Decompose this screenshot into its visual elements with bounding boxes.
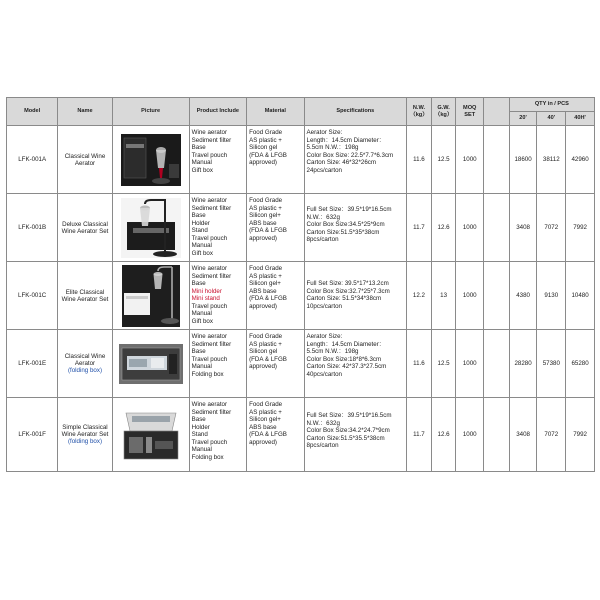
name-line: Wine Aerator Set bbox=[61, 295, 109, 303]
moq-cell: 1000 bbox=[456, 262, 484, 330]
include-item: Base bbox=[191, 416, 206, 424]
specs-cell bbox=[304, 262, 407, 330]
nw-cell: 11.7 bbox=[407, 398, 432, 472]
gw-cell: 12.6 bbox=[431, 398, 456, 472]
spec-line: 40pcs/carton bbox=[306, 370, 342, 378]
header-picture: Picture bbox=[112, 98, 189, 126]
product-spec-table bbox=[6, 97, 595, 472]
spec-line: N.W.：632g bbox=[306, 419, 340, 427]
qty-40h-cell: 7992 bbox=[566, 194, 595, 262]
spec-line: Full Set Size：39.5*19*16.5cm bbox=[306, 412, 392, 419]
material-line: (FDA & LFGB bbox=[249, 227, 287, 235]
nw-cell: 11.6 bbox=[407, 330, 432, 398]
name-cell bbox=[58, 262, 112, 330]
include-item: Wine aerator bbox=[191, 129, 228, 136]
material-line: Food Grade bbox=[249, 333, 283, 340]
spec-line: 5.5cm N.W.：198g bbox=[306, 348, 359, 356]
qty-40h-cell: 10480 bbox=[566, 262, 595, 330]
name-line: Elite Classical bbox=[65, 288, 105, 296]
include-cell bbox=[189, 330, 246, 398]
include-item: Gift box bbox=[191, 249, 213, 257]
name-note: (folding box) bbox=[67, 367, 103, 374]
include-item-highlight: Mini stand bbox=[191, 295, 220, 303]
include-item: Stand bbox=[191, 431, 208, 439]
spec-line: 24pcs/carton bbox=[306, 166, 342, 174]
include-item: Base bbox=[191, 348, 206, 356]
name-line: Classical Wine bbox=[64, 152, 106, 160]
include-cell bbox=[189, 398, 246, 472]
include-item: Sediment filter bbox=[191, 272, 232, 280]
picture-cell bbox=[112, 330, 189, 398]
gw-cell: 13 bbox=[431, 262, 456, 330]
material-line: Silicon gel+ bbox=[249, 416, 281, 424]
header-gw bbox=[431, 98, 456, 126]
qty-40h-cell: 7992 bbox=[566, 398, 595, 472]
spec-line: Carton Size: 51.5*34*38cm bbox=[306, 295, 382, 303]
header-gw-unit: （kg） bbox=[434, 111, 453, 118]
material-line: approved) bbox=[249, 234, 277, 242]
spec-line: Color Box Size:32.7*25*7.3cm bbox=[306, 287, 390, 295]
qty-40-cell: 38112 bbox=[537, 126, 566, 194]
header-row bbox=[7, 98, 595, 112]
include-cell bbox=[189, 126, 246, 194]
include-item: Travel pouch bbox=[191, 151, 228, 159]
include-item: Manual bbox=[191, 159, 212, 167]
material-line: AS plastic + bbox=[249, 408, 282, 416]
material-line: ABS base bbox=[249, 287, 277, 295]
model-cell: LFK-001B bbox=[7, 194, 58, 262]
model-cell: LFK-001F bbox=[7, 398, 58, 472]
qty-40h-cell: 65280 bbox=[566, 330, 595, 398]
gw-cell: 12.5 bbox=[431, 330, 456, 398]
specs-cell bbox=[304, 330, 407, 398]
material-line: AS plastic + bbox=[249, 136, 282, 144]
moq-cell: 1000 bbox=[456, 194, 484, 262]
name-line: Simple Classical bbox=[62, 424, 108, 431]
header-gw-label: G.W. bbox=[437, 104, 450, 111]
header-product-include: Product Include bbox=[189, 98, 246, 126]
header-qty-40: 40' bbox=[537, 112, 566, 126]
nw-cell: 11.7 bbox=[407, 194, 432, 262]
spec-line: Color Box Size:34.5*25*9cm bbox=[306, 221, 385, 229]
include-item: Sediment filter bbox=[191, 340, 232, 348]
spec-line: Color Box Size:34.2*24.7*9cm bbox=[306, 427, 390, 435]
name-line: Wine Aerator Set bbox=[61, 431, 109, 438]
spec-line: 8pcs/carton bbox=[306, 236, 339, 244]
header-specifications: Specifications bbox=[304, 98, 407, 126]
header-moq-unit: SET bbox=[464, 111, 476, 118]
header-nw bbox=[407, 98, 432, 126]
material-line: (FDA & LFGB bbox=[249, 295, 287, 303]
include-item: Wine aerator bbox=[191, 401, 228, 408]
material-cell bbox=[247, 194, 304, 262]
material-line: (FDA & LFGB bbox=[249, 431, 287, 439]
aerator-mini-stand-photo-icon bbox=[122, 265, 180, 327]
table-row bbox=[7, 330, 595, 398]
specs-cell bbox=[304, 194, 407, 262]
header-material: Material bbox=[247, 98, 304, 126]
name-line: Wine Aerator Set bbox=[61, 227, 109, 235]
include-item: Manual bbox=[191, 310, 212, 318]
spec-line: Carton Size:51.5*35*38cm bbox=[306, 228, 380, 236]
qty-40-cell: 7072 bbox=[537, 194, 566, 262]
include-item: Gift box bbox=[191, 166, 213, 174]
qty-20-cell: 28280 bbox=[509, 330, 537, 398]
header-moq-label: MOQ bbox=[463, 104, 477, 111]
spec-line: Full Set Size：39.5*19*16.5cm bbox=[306, 206, 392, 213]
blank-cell bbox=[484, 330, 510, 398]
spec-line: 5.5cm N.W.：198g bbox=[306, 144, 359, 152]
include-item: Manual bbox=[191, 446, 212, 454]
header-qty-40h: 40H' bbox=[566, 112, 595, 126]
include-item: Base bbox=[191, 280, 206, 288]
include-item: Holder bbox=[191, 219, 210, 227]
name-note: (folding box) bbox=[67, 438, 103, 445]
material-line: Silicon gel bbox=[249, 348, 278, 356]
spec-line: N.W.：632g bbox=[306, 213, 340, 221]
table-row bbox=[7, 126, 595, 194]
include-item: Folding box bbox=[191, 370, 224, 378]
qty-40-cell: 7072 bbox=[537, 398, 566, 472]
material-line: Silicon gel+ bbox=[249, 212, 281, 220]
gw-cell: 12.6 bbox=[431, 194, 456, 262]
material-line: ABS base bbox=[249, 219, 277, 227]
qty-20-cell: 4380 bbox=[509, 262, 537, 330]
moq-cell: 1000 bbox=[456, 330, 484, 398]
include-item: Manual bbox=[191, 242, 212, 250]
include-item: Holder bbox=[191, 423, 210, 431]
include-cell bbox=[189, 262, 246, 330]
header-moq bbox=[456, 98, 484, 126]
specs-cell bbox=[304, 398, 407, 472]
qty-40-cell: 57380 bbox=[537, 330, 566, 398]
table-row bbox=[7, 262, 595, 330]
aerator-folding-box-photo-icon bbox=[119, 344, 183, 384]
include-item-highlight: Mini holder bbox=[191, 287, 222, 295]
name-cell bbox=[58, 330, 112, 398]
model-cell: LFK-001A bbox=[7, 126, 58, 194]
blank-cell bbox=[484, 398, 510, 472]
qty-20-cell: 3408 bbox=[509, 398, 537, 472]
material-line: Food Grade bbox=[249, 265, 283, 272]
qty-40-cell: 9130 bbox=[537, 262, 566, 330]
material-cell bbox=[247, 262, 304, 330]
material-line: (FDA & LFGB bbox=[249, 355, 287, 363]
header-blank bbox=[484, 98, 510, 126]
spec-line: Aerator Size: bbox=[306, 333, 343, 340]
spec-line: Length：14.5cm Diameter： bbox=[306, 136, 385, 144]
include-item: Manual bbox=[191, 363, 212, 371]
spec-line: Carton Size: 42*37.3*27.5cm bbox=[306, 363, 387, 371]
name-line: Deluxe Classical bbox=[62, 220, 108, 228]
header-nw-unit: （kg） bbox=[410, 111, 428, 118]
include-item: Travel pouch bbox=[191, 302, 228, 310]
header-name: Name bbox=[58, 98, 112, 126]
material-line: ABS base bbox=[249, 423, 277, 431]
material-line: (FDA & LFGB bbox=[249, 151, 287, 159]
name-cell bbox=[58, 398, 112, 472]
picture-cell bbox=[112, 126, 189, 194]
include-item: Travel pouch bbox=[191, 438, 228, 446]
material-line: approved) bbox=[249, 302, 277, 310]
header-model: Model bbox=[7, 98, 58, 126]
material-line: AS plastic + bbox=[249, 204, 282, 212]
name-cell bbox=[58, 126, 112, 194]
material-line: Food Grade bbox=[249, 197, 283, 204]
name-cell bbox=[58, 194, 112, 262]
model-cell: LFK-001C bbox=[7, 262, 58, 330]
include-item: Folding box bbox=[191, 453, 224, 461]
include-cell bbox=[189, 194, 246, 262]
material-line: approved) bbox=[249, 159, 277, 167]
include-item: Gift box bbox=[191, 317, 213, 325]
picture-cell bbox=[112, 194, 189, 262]
spec-line: Color Box Size:18*8*6.3cm bbox=[306, 355, 382, 363]
material-line: Silicon gel bbox=[249, 144, 278, 152]
spec-line: Full Set Size: 39.5*17*13.2cm bbox=[306, 280, 389, 287]
aerator-open-case-photo-icon bbox=[120, 407, 182, 463]
include-item: Stand bbox=[191, 227, 208, 235]
material-line: approved) bbox=[249, 438, 277, 446]
spec-line: Carton Size: 46*32*26cm bbox=[306, 159, 377, 167]
table-row bbox=[7, 398, 595, 472]
spec-line: Carton Size:51.5*35.5*38cm bbox=[306, 434, 385, 442]
nw-cell: 12.2 bbox=[407, 262, 432, 330]
include-item: Sediment filter bbox=[191, 204, 232, 212]
name-line: Aerator bbox=[74, 159, 96, 167]
picture-cell bbox=[112, 398, 189, 472]
table-row bbox=[7, 194, 595, 262]
material-line: AS plastic + bbox=[249, 340, 282, 348]
aerator-stand-set-photo-icon bbox=[121, 198, 181, 258]
blank-cell bbox=[484, 262, 510, 330]
blank-cell bbox=[484, 126, 510, 194]
include-item: Base bbox=[191, 144, 206, 152]
moq-cell: 1000 bbox=[456, 398, 484, 472]
include-item: Travel pouch bbox=[191, 355, 228, 363]
specs-cell bbox=[304, 126, 407, 194]
include-item: Sediment filter bbox=[191, 136, 232, 144]
material-cell bbox=[247, 398, 304, 472]
spec-line: 8pcs/carton bbox=[306, 442, 339, 450]
name-line: Aerator bbox=[74, 360, 96, 367]
include-item: Travel pouch bbox=[191, 234, 228, 242]
material-line: Food Grade bbox=[249, 129, 283, 136]
include-item: Wine aerator bbox=[191, 265, 228, 272]
gw-cell: 12.5 bbox=[431, 126, 456, 194]
material-cell bbox=[247, 126, 304, 194]
spec-line: Color Box Size: 22.5*7.7*6.3cm bbox=[306, 151, 394, 159]
include-item: Sediment filter bbox=[191, 408, 232, 416]
qty-20-cell: 18600 bbox=[509, 126, 537, 194]
spec-line: Length：14.5cm Diameter： bbox=[306, 340, 385, 348]
header-qty-20: 20' bbox=[509, 112, 537, 126]
spec-line: 10pcs/carton bbox=[306, 302, 342, 310]
picture-cell bbox=[112, 262, 189, 330]
qty-40h-cell: 42960 bbox=[566, 126, 595, 194]
material-line: Food Grade bbox=[249, 401, 283, 408]
blank-cell bbox=[484, 194, 510, 262]
spec-line: Aerator Size: bbox=[306, 129, 343, 136]
include-item: Wine aerator bbox=[191, 333, 228, 340]
header-qty: QTY in / PCS bbox=[509, 98, 594, 112]
qty-20-cell: 3408 bbox=[509, 194, 537, 262]
name-line: Classical Wine bbox=[64, 353, 106, 360]
aerator-gift-box-photo-icon bbox=[121, 134, 181, 186]
material-line: AS plastic + bbox=[249, 272, 282, 280]
include-item: Base bbox=[191, 212, 206, 220]
material-line: approved) bbox=[249, 363, 277, 371]
model-cell: LFK-001E bbox=[7, 330, 58, 398]
moq-cell: 1000 bbox=[456, 126, 484, 194]
nw-cell: 11.6 bbox=[407, 126, 432, 194]
material-cell bbox=[247, 330, 304, 398]
material-line: Silicon gel+ bbox=[249, 280, 281, 288]
header-nw-label: N.W. bbox=[412, 104, 426, 111]
include-item: Wine aerator bbox=[191, 197, 228, 204]
